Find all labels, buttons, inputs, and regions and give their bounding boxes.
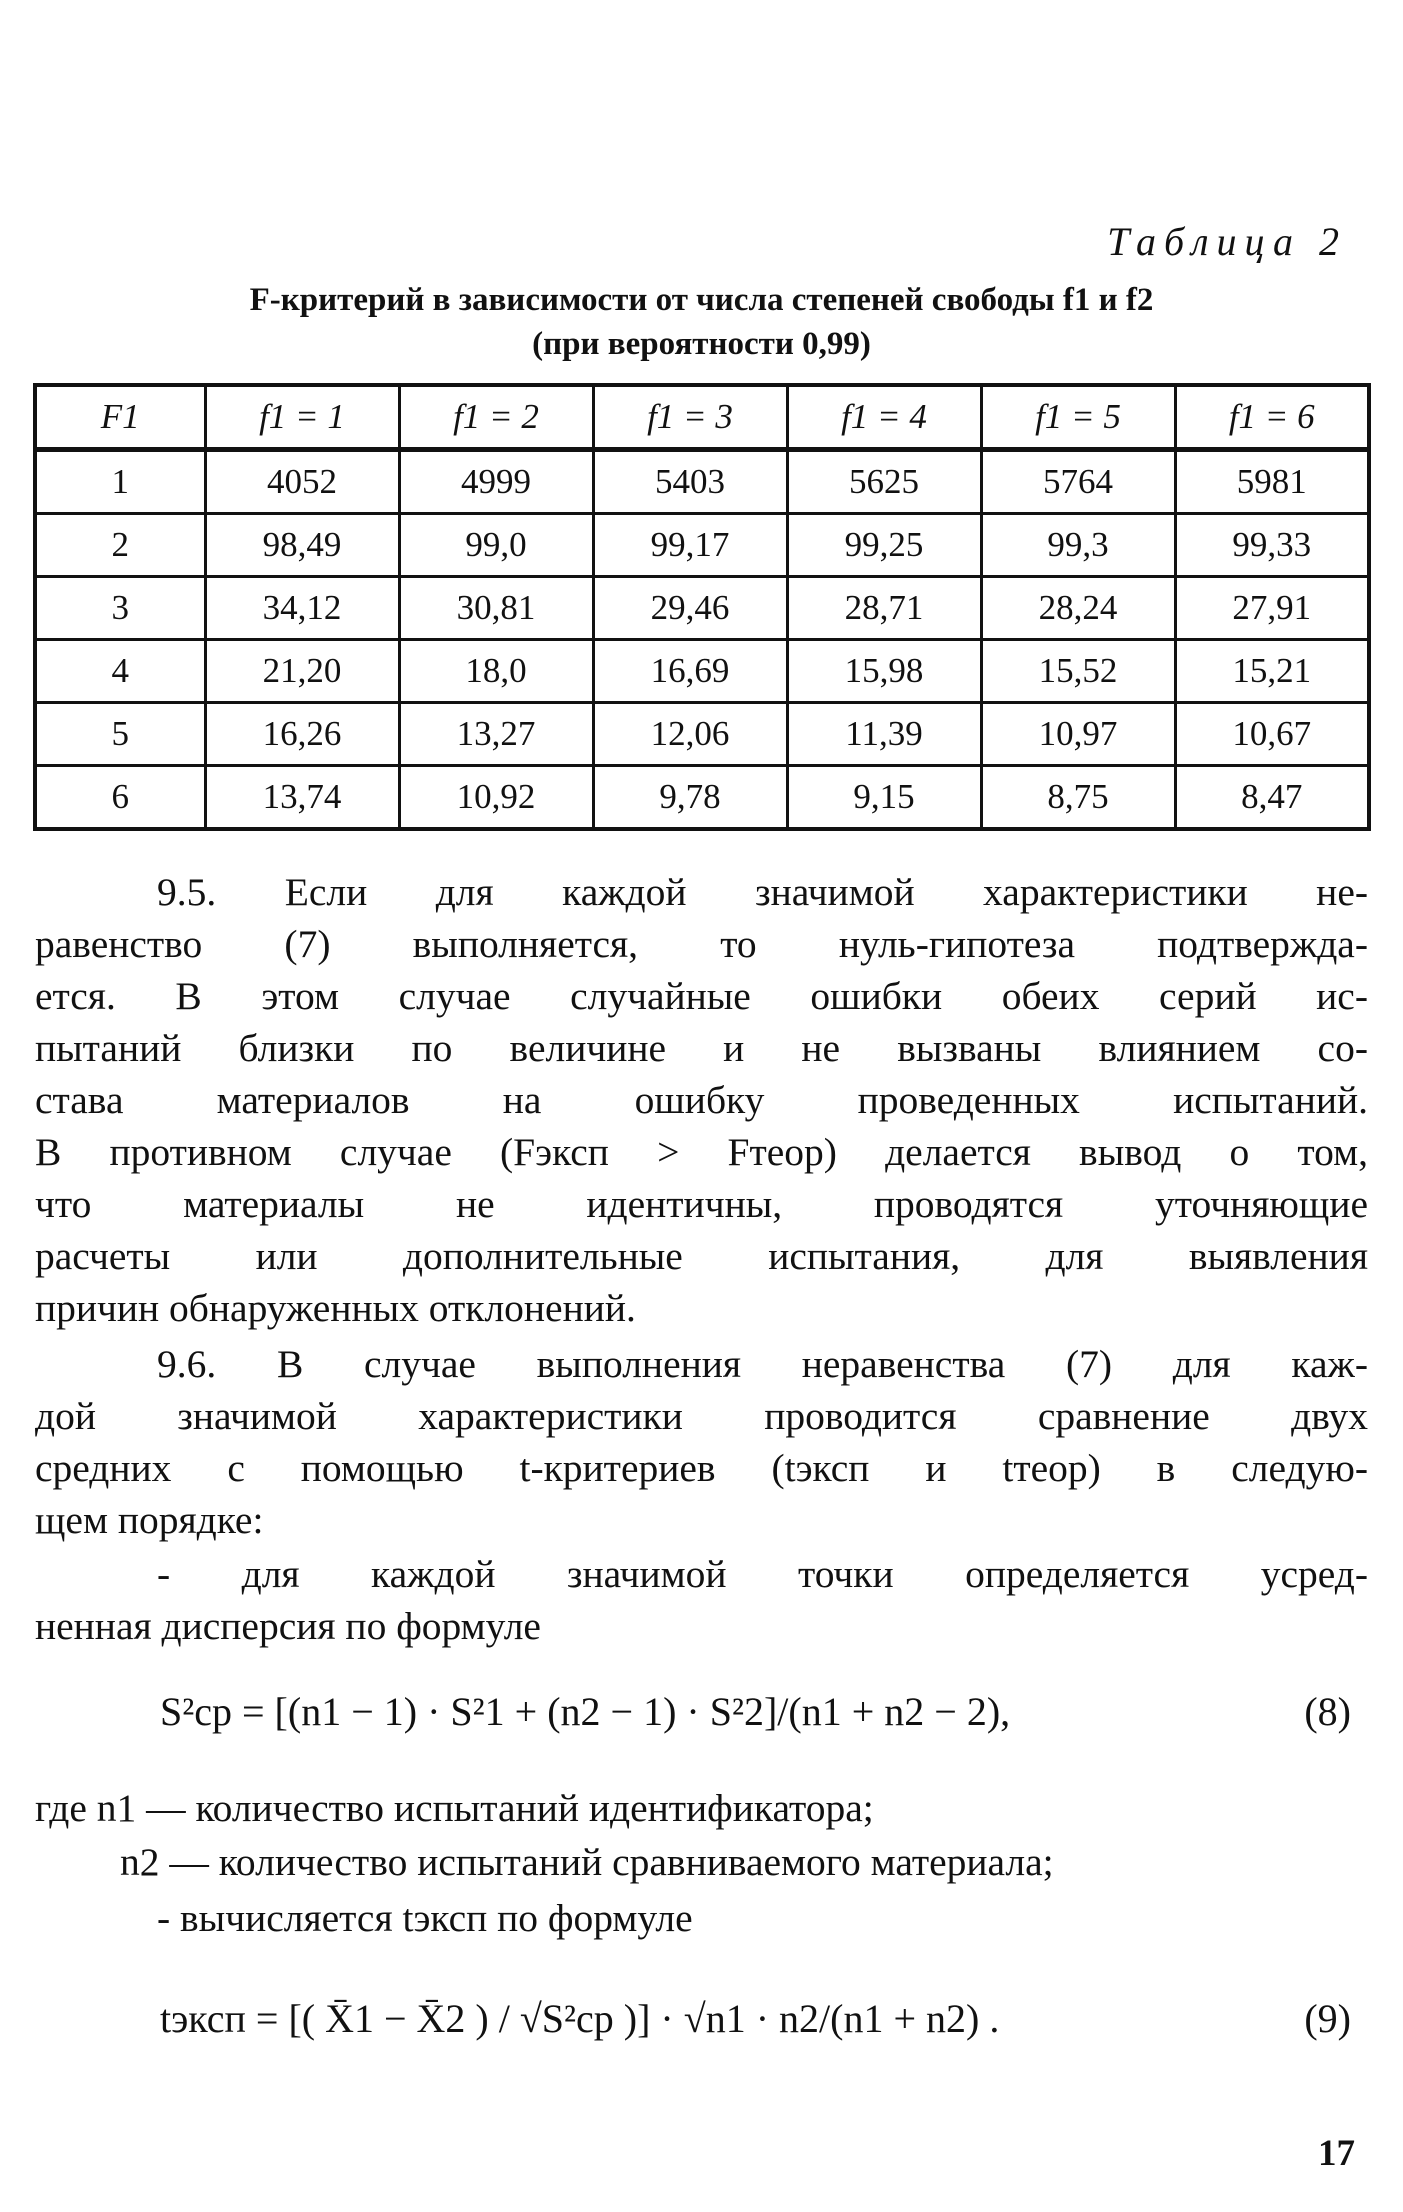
page-number: 17 [1318,2133,1355,2174]
formula-9: tэксп = [( X̄1 − X̄2 ) / √S²ср )] · √n1 · n2/(n1 + n2) . [160,1996,1000,2041]
table-row [35,640,1369,703]
where-n2 [120,1836,1370,1888]
table-header-row [35,385,1369,450]
text-line: равенство (7) выполняется, то нуль-гипотеза подтвержда- [35,922,1368,966]
formula-8-number: (8) [1304,1689,1351,1734]
table-cell: 8,75 [981,766,1175,830]
column-header: f1 = 4 [787,385,981,450]
table-caption: F-критерий в зависимости от числа степеней свободы f1 и f2 [249,282,1154,318]
text-line: причин обнаруженных отклонений. [35,1286,636,1330]
table-cell: 99,25 [787,514,981,577]
table-cell: 21,20 [205,640,399,703]
table-cell: 11,39 [787,703,981,766]
text-line: пытаний близки по величине и не вызваны влиянием со- [35,1026,1368,1070]
formula-8: S²ср = [(n1 − 1) · S²1 + (n2 − 1) · S²2]/(n1 + n2 − 2), [160,1689,1011,1734]
text-line: что материалы не идентичны, проводятся уточняющие [35,1182,1368,1226]
table-cell: 2 [35,514,205,577]
table-caption-condition: (при вероятности 0,99) [532,326,871,362]
column-header: f1 = 6 [1175,385,1369,450]
table-cell: 12,06 [593,703,787,766]
table-cell: 1 [35,450,205,514]
column-header: f1 = 3 [593,385,787,450]
table-cell: 3 [35,577,205,640]
table-cell: 4052 [205,450,399,514]
text-line: расчеты или дополнительные испытания, для выявления [35,1234,1368,1278]
text-line: става материалов на ошибку проведенных испытаний. [35,1078,1368,1122]
table-cell: 99,0 [399,514,593,577]
text-line: - вычисляется tэксп по формуле [157,1896,693,1940]
table-cell: 8,47 [1175,766,1369,830]
table-cell: 4 [35,640,205,703]
text-line: 9.5. Если для каждой значимой характеристики не- [157,870,1368,914]
table-cell: 9,15 [787,766,981,830]
table-cell: 13,74 [205,766,399,830]
table-cell: 18,0 [399,640,593,703]
formula-9-number: (9) [1304,1996,1351,2041]
table-cell: 99,17 [593,514,787,577]
table-cell: 99,3 [981,514,1175,577]
table-cell: 9,78 [593,766,787,830]
table-cell: 98,49 [205,514,399,577]
table-cell: 27,91 [1175,577,1369,640]
paragraph-9-5 [35,866,1368,1334]
text-line: ненная дисперсия по формуле [35,1604,541,1648]
table-label: Таблица 2 [1107,219,1347,264]
table-cell: 5981 [1175,450,1369,514]
text-line: ется. В этом случае случайные ошибки обеих серий ис- [35,974,1368,1018]
table-cell: 30,81 [399,577,593,640]
table-cell: 28,24 [981,577,1175,640]
text-line: 9.6. В случае выполнения неравенства (7) для каж- [157,1342,1368,1386]
paragraph-dispersion [35,1548,1368,1652]
column-header: f1 = 5 [981,385,1175,450]
table-cell: 10,67 [1175,703,1369,766]
table-cell: 28,71 [787,577,981,640]
text-line: n2 — количество испытаний сравниваемого материала; [120,1840,1054,1884]
text-line: щем порядке: [35,1498,264,1542]
table-cell: 15,21 [1175,640,1369,703]
calc-t [157,1892,1357,1944]
table-row [35,577,1369,640]
table-cell: 5764 [981,450,1175,514]
column-header: F1 [35,385,205,450]
table-row [35,514,1369,577]
where-n1 [35,1782,1375,1834]
column-header: f1 = 2 [399,385,593,450]
table-row [35,703,1369,766]
f-criterion-table [33,383,1371,831]
text-line: В противном случае (Fэксп > Fтеор) делается вывод о том, [35,1130,1368,1174]
table-cell: 16,26 [205,703,399,766]
table-cell: 4999 [399,450,593,514]
table-cell: 5403 [593,450,787,514]
table-cell: 13,27 [399,703,593,766]
table-cell: 15,52 [981,640,1175,703]
table-cell: 99,33 [1175,514,1369,577]
table-cell: 15,98 [787,640,981,703]
table-cell: 16,69 [593,640,787,703]
table-row [35,450,1369,514]
text-line: - для каждой значимой точки определяется усред- [157,1552,1368,1596]
text-line: где n1 — количество испытаний идентификатора; [35,1786,874,1830]
table-cell: 10,97 [981,703,1175,766]
table-row [35,766,1369,830]
text-line: средних с помощью t-критериев (tэксп и tтеор) в следую- [35,1446,1368,1490]
text-line: дой значимой характеристики проводится сравнение двух [35,1394,1368,1438]
column-header: f1 = 1 [205,385,399,450]
paragraph-9-6 [35,1338,1368,1546]
table-cell: 29,46 [593,577,787,640]
table-cell: 34,12 [205,577,399,640]
table-cell: 6 [35,766,205,830]
table-cell: 10,92 [399,766,593,830]
table-cell: 5 [35,703,205,766]
table-cell: 5625 [787,450,981,514]
